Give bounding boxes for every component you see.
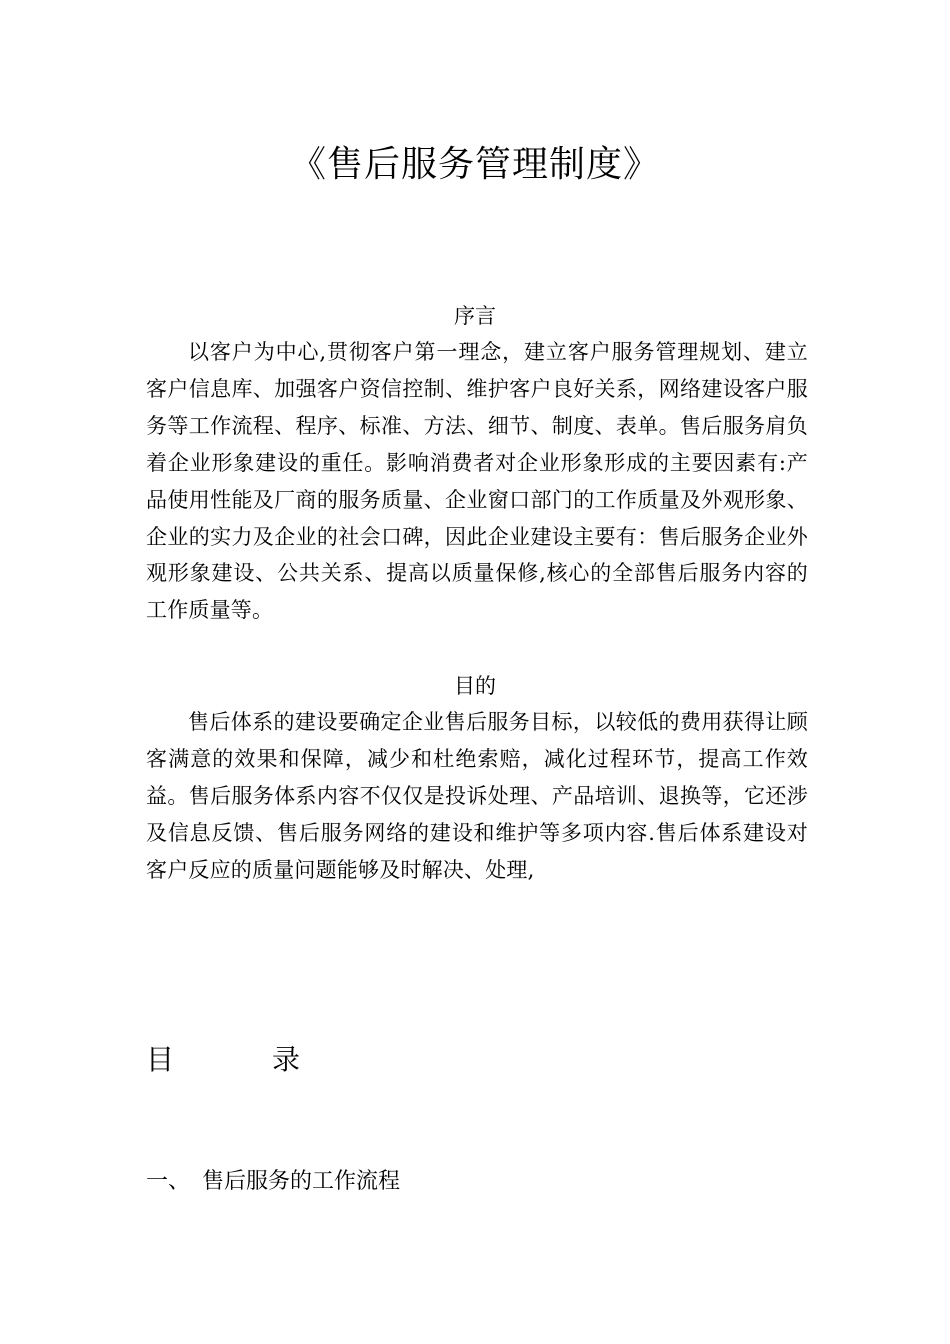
toc-title-char-1: 目: [146, 1043, 175, 1076]
preface-paragraph: 以客户为中心,贯彻客户第一理念，建立客户服务管理规划、建立客户信息库、加强客户资信控制、维护客户良好关系，网络建设客户服务等工作流程、程序、标准、方法、细节、制度、表单。售后服务肩负着企业形象建设的重任。影响消费者对企业形象形成的主要因素有:产品使用性能及厂商的服务质量、企业窗口部门的工作质量及外观形象、企业的实力及企业的社会口碑，因此企业建设主要有：售后服务企业外观形象建设、公共关系、提高以质量保修,核心的全部售后服务内容的工作质量等。: [146, 340, 808, 623]
toc-title-char-2: 录: [272, 1043, 301, 1076]
toc-title: [146, 1040, 446, 1080]
toc-item-label: 售后服务的工作流程: [202, 1169, 401, 1194]
purpose-paragraph: 售后体系的建设要确定企业售后服务目标，以较低的费用获得让顾客满意的效果和保障，减少和杜绝索赔，减化过程环节，提高工作效益。售后服务体系内容不仅仅是投诉处理、产品培训、退换等，它还涉及信息反馈、售后服务网络的建设和维护等多项内容.售后体系建设对客户反应的质量问题能够及时解决、处理,: [146, 710, 808, 882]
toc-item-number: 一、: [146, 1169, 191, 1194]
toc-item[interactable]: [146, 1165, 746, 1199]
preface-heading: 序言: [454, 304, 496, 328]
document-title: 《售后服务管理制度》: [289, 144, 660, 185]
purpose-heading: 目的: [454, 674, 496, 698]
